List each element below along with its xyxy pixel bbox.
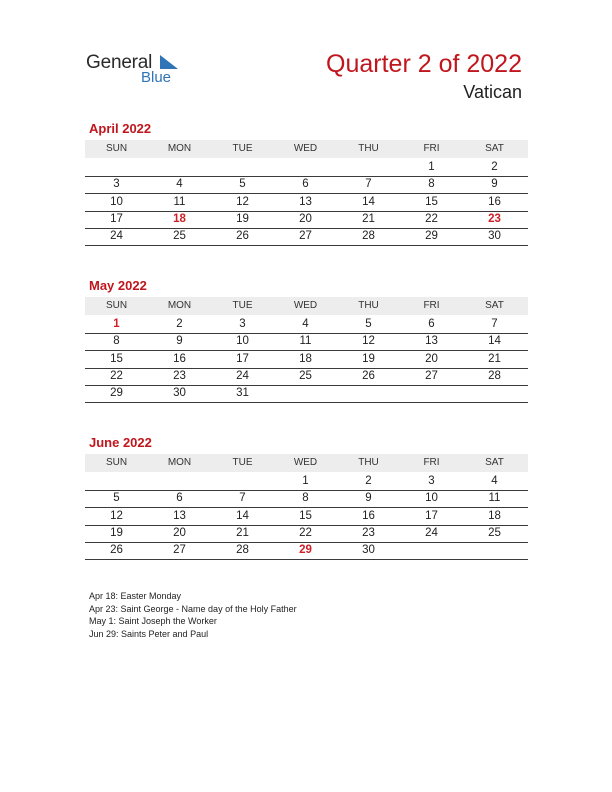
calendar-date: 15 (425, 195, 438, 208)
calendar-date: 18 (299, 352, 312, 365)
calendar-date: 30 (488, 230, 501, 243)
weekday-label: WED (293, 457, 318, 468)
week-row (85, 194, 528, 212)
calendar-date: 13 (173, 509, 186, 522)
calendar-date: 1 (428, 161, 435, 173)
calendar-date: 24 (236, 369, 249, 382)
calendar-date: 28 (362, 230, 375, 243)
calendar-date: 20 (425, 352, 438, 365)
calendar-date: 25 (173, 230, 186, 243)
calendar-date: 11 (299, 335, 312, 348)
weekday-label: THU (358, 457, 379, 468)
week-row (85, 473, 528, 491)
calendar-date: 11 (488, 492, 501, 505)
calendar-date: 30 (362, 544, 375, 557)
logo-word-general: General (86, 52, 153, 73)
calendar-date: 3 (113, 178, 120, 191)
calendar-date: 16 (362, 509, 375, 522)
holiday-note: Apr 18: Easter Monday (89, 591, 182, 601)
calendar-date: 4 (302, 318, 309, 330)
week-row (85, 159, 528, 177)
weekday-header-row (85, 297, 528, 315)
week-row (85, 542, 528, 560)
calendar-date: 16 (488, 195, 501, 208)
calendar-date: 26 (362, 369, 375, 382)
weekday-label: SUN (105, 457, 128, 468)
calendar-date: 2 (491, 161, 498, 173)
calendar-date: 15 (110, 352, 123, 365)
weekday-label: TUE (232, 457, 253, 468)
weekday-label: MON (167, 143, 192, 154)
calendar-date: 21 (236, 526, 249, 539)
weekday-label: WED (293, 300, 318, 311)
calendar-date: 6 (176, 492, 183, 505)
weekday-label: TUE (232, 300, 253, 311)
generalblue-logo (86, 50, 196, 90)
month-title: June 2022 (89, 435, 152, 450)
calendar-date: 3 (239, 318, 246, 330)
weekday-label: TUE (232, 143, 253, 154)
calendar-date: 25 (488, 526, 501, 539)
calendar-date: 22 (299, 526, 312, 539)
week-row (85, 211, 528, 229)
calendar-date: 2 (365, 475, 372, 487)
calendar-date: 9 (176, 335, 183, 348)
calendar-date: 21 (362, 212, 375, 225)
calendar-date: 8 (302, 492, 309, 505)
calendar-date: 4 (491, 475, 498, 487)
calendar-date: 8 (428, 178, 435, 191)
week-row (85, 508, 528, 526)
calendar-date: 11 (173, 195, 186, 208)
holiday-date: 1 (113, 318, 120, 330)
calendar-date: 15 (299, 509, 312, 522)
calendar-date: 17 (425, 509, 438, 522)
calendar-date: 9 (491, 178, 498, 191)
calendar-date: 2 (176, 318, 183, 330)
calendar-date: 12 (110, 509, 123, 522)
calendar-date: 23 (173, 369, 186, 382)
weekday-label: MON (167, 457, 192, 468)
calendar-date: 29 (110, 387, 123, 400)
calendar-date: 29 (425, 230, 438, 243)
holiday-date: 23 (488, 212, 501, 225)
calendar-date: 28 (236, 544, 249, 557)
holiday-note: Apr 23: Saint George - Name day of the Holy Father (89, 603, 297, 614)
weekday-label: WED (293, 143, 318, 154)
calendar-date: 23 (362, 526, 375, 539)
calendar-date: 26 (110, 544, 123, 557)
month-title: May 2022 (89, 278, 147, 293)
calendar-date: 14 (488, 335, 501, 348)
calendar-date: 7 (239, 492, 246, 505)
weekday-header-row (85, 454, 528, 472)
calendar-date: 7 (491, 318, 498, 330)
weekday-label: FRI (423, 457, 440, 468)
calendar-date: 5 (365, 318, 372, 330)
page-title: Quarter 2 of 2022 (326, 50, 522, 78)
calendar-date: 14 (236, 509, 249, 522)
calendar-date: 4 (176, 178, 183, 191)
month-title: April 2022 (89, 121, 152, 136)
calendar-date: 1 (302, 475, 309, 487)
calendar-date: 20 (299, 212, 312, 225)
calendar-date: 27 (299, 230, 312, 243)
calendar-date: 26 (236, 230, 249, 243)
calendar-date: 12 (362, 335, 375, 348)
calendar-date: 8 (113, 335, 120, 348)
calendar-date: 24 (425, 526, 438, 539)
calendar-date: 31 (236, 387, 249, 400)
month-calendar (85, 278, 528, 408)
weekday-label: SUN (105, 300, 128, 311)
weekday-label: SAT (485, 300, 504, 311)
holiday-notes (89, 590, 297, 640)
calendar-date: 6 (428, 318, 435, 330)
week-row (85, 316, 528, 334)
calendar-date: 13 (425, 335, 438, 348)
holiday-date: 29 (299, 544, 312, 557)
weekday-label: FRI (423, 300, 440, 311)
calendar-date: 22 (425, 212, 438, 225)
week-row (85, 333, 528, 351)
calendar-date: 5 (113, 492, 120, 505)
week-row (85, 368, 528, 386)
weekday-header-row (85, 140, 528, 158)
week-row (85, 176, 528, 194)
weekday-label: THU (358, 143, 379, 154)
calendar-date: 20 (173, 526, 186, 539)
week-row (85, 385, 528, 403)
calendar-date: 10 (110, 195, 123, 208)
calendar-date: 24 (110, 230, 123, 243)
calendar-date: 10 (425, 492, 438, 505)
logo-word-blue: Blue (141, 69, 172, 86)
holiday-note: May 1: Saint Joseph the Worker (89, 616, 217, 627)
calendar-date: 25 (299, 369, 312, 382)
calendar-date: 21 (488, 352, 501, 365)
holiday-date: 18 (173, 212, 186, 225)
weekday-label: FRI (423, 143, 440, 154)
calendar-date: 13 (299, 195, 312, 208)
calendar-date: 16 (173, 352, 186, 365)
calendar-date: 12 (236, 195, 249, 208)
calendar-date: 14 (362, 195, 375, 208)
calendar-date: 30 (173, 387, 186, 400)
weekday-label: SUN (105, 143, 128, 154)
weekday-label: THU (358, 300, 379, 311)
week-row (85, 228, 528, 246)
holiday-note: Jun 29: Saints Peter and Paul (89, 628, 209, 639)
calendar-date: 10 (236, 335, 249, 348)
calendar-date: 17 (110, 212, 123, 225)
week-row (85, 525, 528, 543)
weekday-label: MON (167, 300, 192, 311)
calendar-date: 19 (362, 352, 375, 365)
weekday-label: SAT (485, 457, 504, 468)
country-name: Vatican (463, 82, 522, 102)
calendar-date: 28 (488, 369, 501, 382)
month-calendar (85, 435, 528, 565)
calendar-date: 27 (425, 369, 438, 382)
calendar-date: 19 (110, 526, 123, 539)
weekday-label: SAT (485, 143, 504, 154)
calendar-date: 5 (239, 178, 246, 191)
calendar-date: 3 (428, 475, 435, 487)
month-calendar (85, 121, 528, 251)
calendar-date: 18 (488, 509, 501, 522)
calendar-date: 22 (110, 369, 123, 382)
calendar-date: 17 (236, 352, 249, 365)
calendar-date: 6 (302, 178, 309, 191)
calendar-date: 9 (365, 492, 372, 505)
calendar-date: 7 (365, 178, 372, 191)
logo-flag-icon (158, 54, 180, 70)
week-row (85, 490, 528, 508)
calendar-date: 27 (173, 544, 186, 557)
calendar-date: 19 (236, 212, 249, 225)
week-row (85, 351, 528, 369)
